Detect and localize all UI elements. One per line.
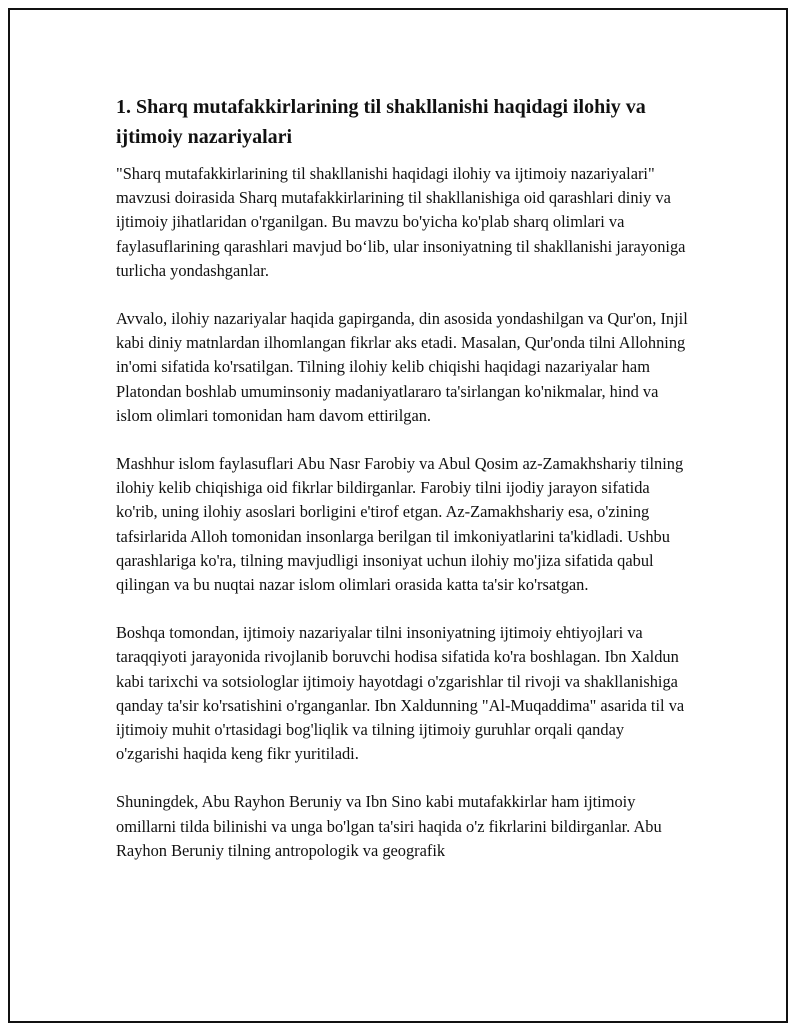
paragraph-divine-theories: Avvalo, ilohiy nazariyalar haqida gapirganda, din asosida yondashilgan va Qur'on, Injil kabi diniy matnlardan ilhomlangan fikrlar aks etadi. Masalan, Qur'onda tilni Allohning in'omi sifatida ko'rsatilgan. Tilning ilohiy kelib chiqishi haqidagi nazariyalar ham Platondan boshlab umuminsoniy madaniyatlararo ta'sirlangan ko'nikmalar, hind va islom olimlari tomonidan ham davom ettirilgan. bbox=[116, 309, 688, 425]
paragraph-social-theories: Boshqa tomondan, ijtimoiy nazariyalar tilni insoniyatning ijtimoiy ehtiyojlari va taraqqiyoti jarayonida rivojlanib boruvchi hodisa sifatida ko'ra boshlagan. Ibn Xaldun kabi tarixchi va sotsiologlar ijtimoiy hayotdagi o'zgarishlar til rivoji va shakllanishiga qanday ta'sir ko'rsatishini o'rganganlar. Ibn Xaldunning "Al-Muqaddima" asarida til va ijtimoiy muhit o'rtasidagi bog'liqlik va tilning ijtimoiy guruhlar orqali qanday o'zgarishi haqida keng fikr yuritiladi. bbox=[116, 623, 685, 764]
paragraph-islamic-philosophers: Mashhur islom faylasuflari Abu Nasr Farobiy va Abul Qosim az-Zamakhshariy tilning ilohiy kelib chiqishiga oid fikrlar bildirganlar. Farobiy tilni ijodiy jarayon sifatida ko'rib, uning ilohiy asoslari borligini e'tirof etgan. Az-Zamakhshariy esa, o'zining tafsirlarida Alloh tomonidan insonlarga berilgan til imkoniyatlarini ta'kidladi. Ushbu qarashlariga ko'ra, tilning mavjudligi insoniyat uchun ilohiy mo'jiza sifatida qabul qilingan va bu nuqtai nazar islom olimlari orasida katta ta'sir ko'rsatgan. bbox=[116, 454, 684, 595]
paragraph-beruni-ibn-sino: Shuningdek, Abu Rayhon Beruniy va Ibn Sino kabi mutafakkirlar ham ijtimoiy omillarni tilda bilinishi va unga bo'lgan ta'siri haqida o'z fikrlarini bildirganlar. Abu Rayhon Beruniy tilning antropologik va geografik bbox=[116, 792, 662, 860]
paragraph-intro: "Sharq mutafakkirlarining til shakllanishi haqidagi ilohiy va ijtimoiy nazariyalari" mavzusi doirasida Sharq mutafakkirlarining til shakllanishiga oid qarashlari diniy va ijtimoiy jihatlaridan o'rganilgan. Bu mavzu bo'yicha ko'plab sharq olimlari va faylasuflarining qarashlari mavjud bo‘lib, ular insoniyatning til shakllanishi jarayoniga turlicha yondashganlar. bbox=[116, 164, 686, 280]
section-heading: 1. Sharq mutafakkirlarining til shakllanishi haqidagi ilohiy va ijtimoiy nazariyalari bbox=[116, 96, 646, 148]
document-body bbox=[116, 92, 688, 887]
